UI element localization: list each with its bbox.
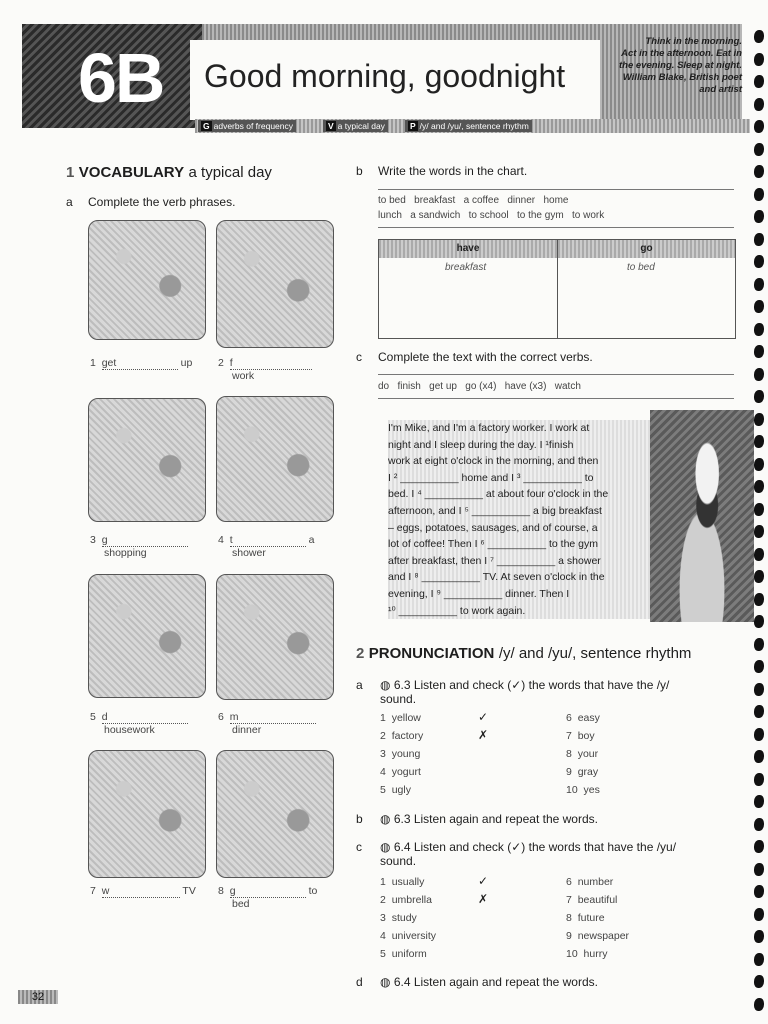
binder-hole (754, 143, 764, 156)
section-heading-pronunciation (356, 645, 691, 663)
verb-box: do finish get up go (x4) have (x3) watch (378, 381, 581, 392)
passage-line: I'm Mike, and I'm a factory worker. I work at (388, 422, 590, 434)
passage-line: I ² __________ home and I ³ __________ to (388, 471, 594, 484)
binder-hole (754, 638, 764, 651)
quote-line: and artist (699, 84, 742, 95)
verb-phrase-7: 7 w TV (90, 885, 196, 897)
illustration-go-shopping (88, 398, 206, 522)
binder-hole (754, 435, 764, 448)
binder-hole (754, 480, 764, 493)
binder-hole (754, 863, 764, 876)
tag-vocabulary: V a typical day (323, 120, 388, 132)
quote-line: the evening. Sleep at night. (619, 60, 742, 71)
chart-header-have: have (379, 240, 558, 258)
binder-hole (754, 975, 764, 988)
binder-hole (754, 818, 764, 831)
exercise-instruction: ◍ 6.4 Listen and check (✓) the words that have the /yu/ sound. (380, 840, 677, 868)
tag-grammar: G adverbs of frequency (198, 120, 296, 132)
check-mark: ✓ (478, 710, 489, 724)
audio-icon: ◍ (380, 678, 391, 692)
verb-phrase-5: 5 d housework (90, 711, 188, 736)
binder-hole (754, 885, 764, 898)
chart-header-go: go (558, 240, 735, 258)
audio-icon: ◍ (380, 812, 391, 826)
page-number: 32 (18, 990, 58, 1004)
audio-icon: ◍ (380, 840, 391, 854)
page-title: Good morning, goodnight (204, 58, 566, 94)
verb-phrase-3: 3 g shopping (90, 534, 188, 559)
binder-hole (754, 188, 764, 201)
audio-icon: ◍ (380, 975, 391, 989)
section-title: VOCABULARY (78, 164, 185, 181)
exercise-letter: b (356, 164, 363, 178)
binder-hole (754, 773, 764, 786)
binder-hole (754, 255, 764, 268)
verb-phrase-1: 1 get up (90, 357, 193, 369)
binder-hole (754, 458, 764, 471)
binder-hole (754, 998, 764, 1011)
illustration-get-up (88, 220, 206, 340)
binder-hole (754, 683, 764, 696)
exercise-letter: b (356, 812, 363, 826)
word-box-row: lunch a sandwich to school to the gym to work (378, 210, 605, 221)
binder-hole (754, 30, 764, 43)
illustration-take-shower (216, 396, 334, 522)
section-subtitle: /y/ and /yu/, sentence rhythm (498, 645, 692, 662)
chart-example-have: breakfast (445, 262, 487, 273)
passage-line: evening, I ⁹ __________ dinner. Then I (388, 587, 570, 600)
binder-hole (754, 300, 764, 313)
binder-hole (754, 570, 764, 583)
section-number: 2 (356, 645, 365, 662)
illustration-watch-tv (88, 750, 206, 878)
binder-hole (754, 98, 764, 111)
chart-divider (557, 240, 558, 338)
verb-phrase-8: 8 g to bed (218, 885, 318, 910)
passage-line: – eggs, potatoes, sausages, and of course, a (388, 521, 598, 534)
word-list-c-left: 1 usually 2 umbrella 3 study 4 university 5 uniform (380, 876, 437, 960)
binder-hole (754, 120, 764, 133)
binder-hole (754, 345, 764, 358)
binder-hole (754, 210, 764, 223)
binder-hole (754, 593, 764, 606)
passage-line: bed. I ⁴ __________ at about four o'clock in the (388, 488, 609, 501)
binder-hole (754, 278, 764, 291)
quote (600, 36, 742, 96)
exercise-instruction: ◍ 6.3 Listen and check (✓) the words that have the /y/ sound. (380, 678, 670, 706)
binder-hole (754, 705, 764, 718)
exercise-letter: c (356, 350, 362, 364)
verb-phrase-6: 6 m dinner (218, 711, 316, 736)
passage-line: and I ⁸ __________ TV. At seven o'clock in the (388, 571, 605, 584)
exercise-instruction: Complete the verb phrases. (88, 195, 236, 209)
quote-line: Act in the afternoon. Eat in (621, 48, 742, 59)
unit-number: 6B (78, 39, 164, 117)
binder-hole (754, 840, 764, 853)
illustration-go-to-bed (216, 750, 334, 878)
word-list-c-right: 6 number 7 beautiful 8 future 9 newspaper 10 hurry (566, 876, 630, 960)
exercise-instruction: ◍ 6.3 Listen again and repeat the words. (380, 812, 598, 826)
section-title: PRONUNCIATION (368, 645, 495, 662)
binder-hole (754, 233, 764, 246)
binder-hole (754, 953, 764, 966)
illustration-finish-work (216, 220, 334, 348)
divider (378, 227, 734, 228)
binder-hole (754, 413, 764, 426)
binder-hole (754, 368, 764, 381)
tag-pronunciation: P /y/ and /yu/, sentence rhythm (405, 120, 532, 132)
passage-line: work at eight o'clock in the morning, and then (388, 455, 599, 468)
binder-hole (754, 390, 764, 403)
binder-hole (754, 503, 764, 516)
binder-hole (754, 660, 764, 673)
word-box-row: to bed breakfast a coffee dinner home (378, 195, 569, 206)
exercise-letter: a (66, 195, 73, 209)
section-subtitle: a typical day (188, 164, 272, 181)
binder-hole (754, 930, 764, 943)
binder-hole (754, 795, 764, 808)
binder-hole (754, 615, 764, 628)
section-heading-vocabulary (66, 164, 272, 182)
binder-hole (754, 75, 764, 88)
exercise-instruction: ◍ 6.4 Listen again and repeat the words. (380, 975, 598, 989)
exercise-letter: a (356, 678, 363, 692)
binder-hole (754, 728, 764, 741)
section-number: 1 (66, 164, 75, 181)
quote-line: William Blake, British poet (622, 72, 742, 83)
divider (378, 189, 734, 190)
word-list-a-left: 1 yellow 2 factory 3 young 4 yogurt 5 ugly (380, 712, 424, 796)
passage-line: ¹⁰ __________ to work again. (388, 604, 526, 617)
exercise-letter: c (356, 840, 362, 854)
exercise-letter: d (356, 975, 363, 989)
reading-passage (388, 420, 650, 619)
verb-phrase-2: 2 f work (218, 357, 312, 382)
binder-hole (754, 165, 764, 178)
word-list-a-right: 6 easy 7 boy 8 your 9 gray 10 yes (566, 712, 600, 796)
cross-mark: ✗ (478, 892, 489, 906)
cross-mark: ✗ (478, 728, 489, 742)
illustration-do-housework (88, 574, 206, 698)
binder-hole (754, 53, 764, 66)
passage-line: night and I sleep during the day. I ¹finish (388, 438, 574, 451)
binder-hole (754, 323, 764, 336)
divider (378, 398, 734, 399)
passage-line: afternoon, and I ⁵ __________ a big breakfast (388, 504, 602, 517)
binder-hole (754, 908, 764, 921)
chart-example-go: to bed (627, 262, 655, 273)
photo-factory-worker (650, 410, 754, 622)
passage-line: lot of coffee! Then I ⁶ __________ to the gym (388, 538, 598, 551)
verb-phrase-4: 4 t a shower (218, 534, 315, 559)
binder-hole (754, 525, 764, 538)
binder-hole (754, 548, 764, 561)
divider (378, 374, 734, 375)
word-chart (378, 239, 736, 339)
passage-line: after breakfast, then I ⁷ __________ a shower (388, 554, 601, 567)
exercise-instruction: Complete the text with the correct verbs. (378, 350, 593, 364)
exercise-instruction: Write the words in the chart. (378, 164, 528, 178)
binder-hole (754, 750, 764, 763)
illustration-make-dinner (216, 574, 334, 700)
check-mark: ✓ (478, 874, 489, 888)
quote-line: Think in the morning. (645, 36, 742, 47)
